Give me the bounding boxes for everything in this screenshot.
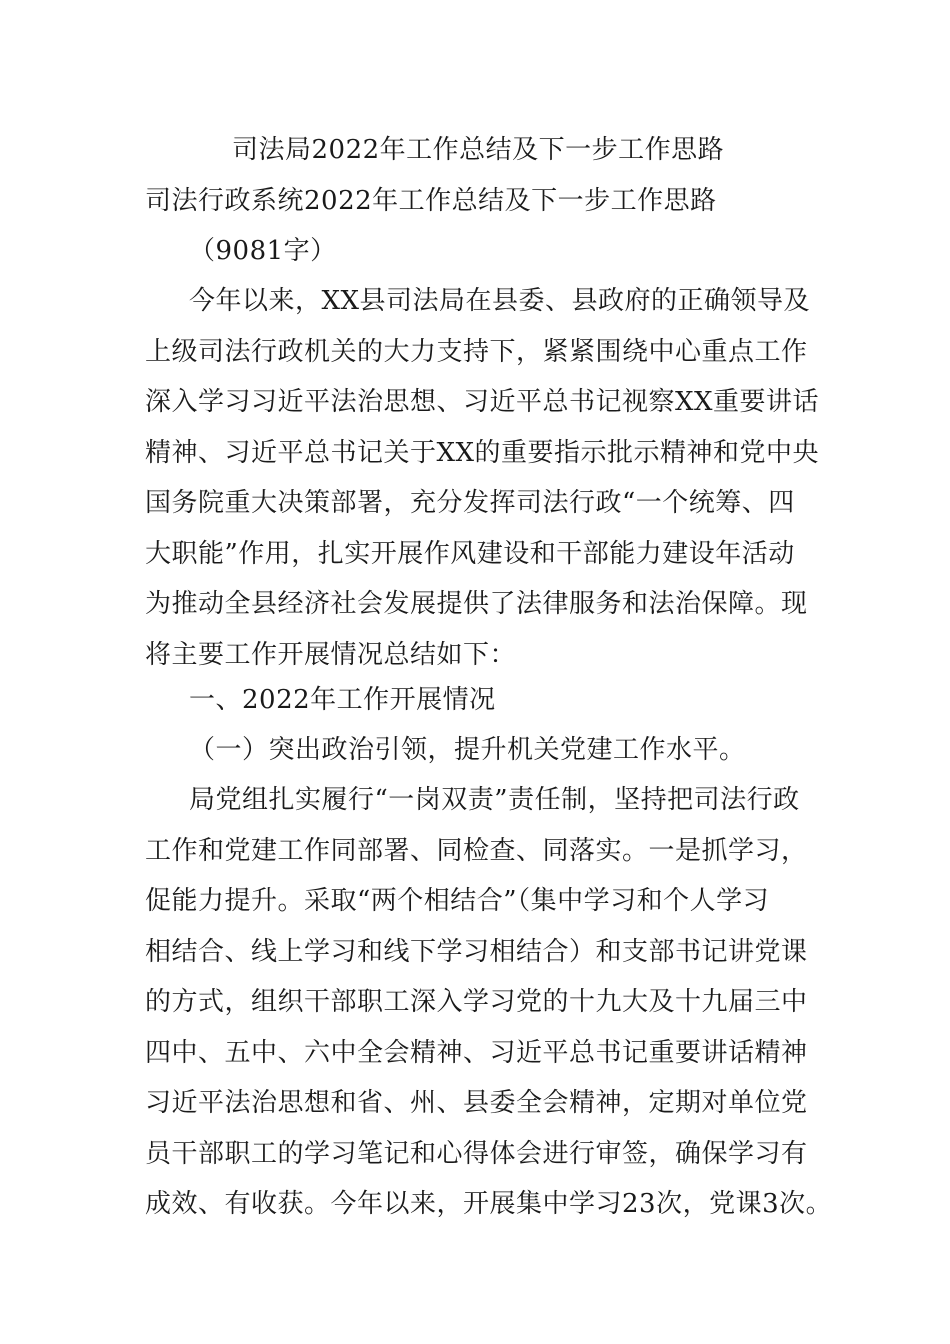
- body-line: 的方式，组织干部职工深入学习党的十九大及十九届三中: [145, 987, 808, 1017]
- document-title: 司法局2022年工作总结及下一步工作思路: [232, 135, 725, 165]
- body-line: 局党组扎实履行“一岗双责”责任制，坚持把司法行政: [189, 785, 800, 815]
- intro-line: 上级司法行政机关的大力支持下，紧紧围绕中心重点工作: [145, 337, 808, 367]
- intro-line: 大职能”作用，扎实开展作风建设和干部能力建设年活动: [145, 539, 795, 569]
- section-heading: 一、2022年工作开展情况: [189, 685, 496, 715]
- intro-line: 今年以来，XX县司法局在县委、县政府的正确领导及: [189, 286, 811, 316]
- body-line: 促能力提升。采取“两个相结合”（集中学习和个人学习: [145, 886, 770, 916]
- intro-line: 精神、习近平总书记关于XX的重要指示批示精神和党中央: [145, 438, 820, 468]
- subsection-heading: （一）突出政治引领，提升机关党建工作水平。: [189, 735, 746, 765]
- body-line: 成效、有收获。今年以来，开展集中学习23次，党课3次。: [145, 1189, 833, 1219]
- intro-line: 为推动全县经济社会发展提供了法律服务和法治保障。现: [145, 589, 808, 619]
- document-subtitle: 司法行政系统2022年工作总结及下一步工作思路: [145, 186, 717, 216]
- body-line: 习近平法治思想和省、州、县委全会精神，定期对单位党: [145, 1088, 808, 1118]
- body-line: 四中、五中、六中全会精神、习近平总书记重要讲话精神: [145, 1038, 808, 1068]
- body-line: 员干部职工的学习笔记和心得体会进行审签，确保学习有: [145, 1139, 808, 1169]
- intro-line: 国务院重大决策部署，充分发挥司法行政“一个统筹、四: [145, 488, 795, 518]
- word-count: （9081字）: [189, 236, 337, 266]
- body-line: 相结合、线上学习和线下学习相结合）和支部书记讲党课: [145, 937, 808, 967]
- body-line: 工作和党建工作同部署、同检查、同落实。一是抓学习，: [145, 836, 808, 866]
- intro-line: 深入学习习近平法治思想、习近平总书记视察XX重要讲话: [145, 387, 820, 417]
- intro-line: 将主要工作开展情况总结如下：: [145, 640, 517, 670]
